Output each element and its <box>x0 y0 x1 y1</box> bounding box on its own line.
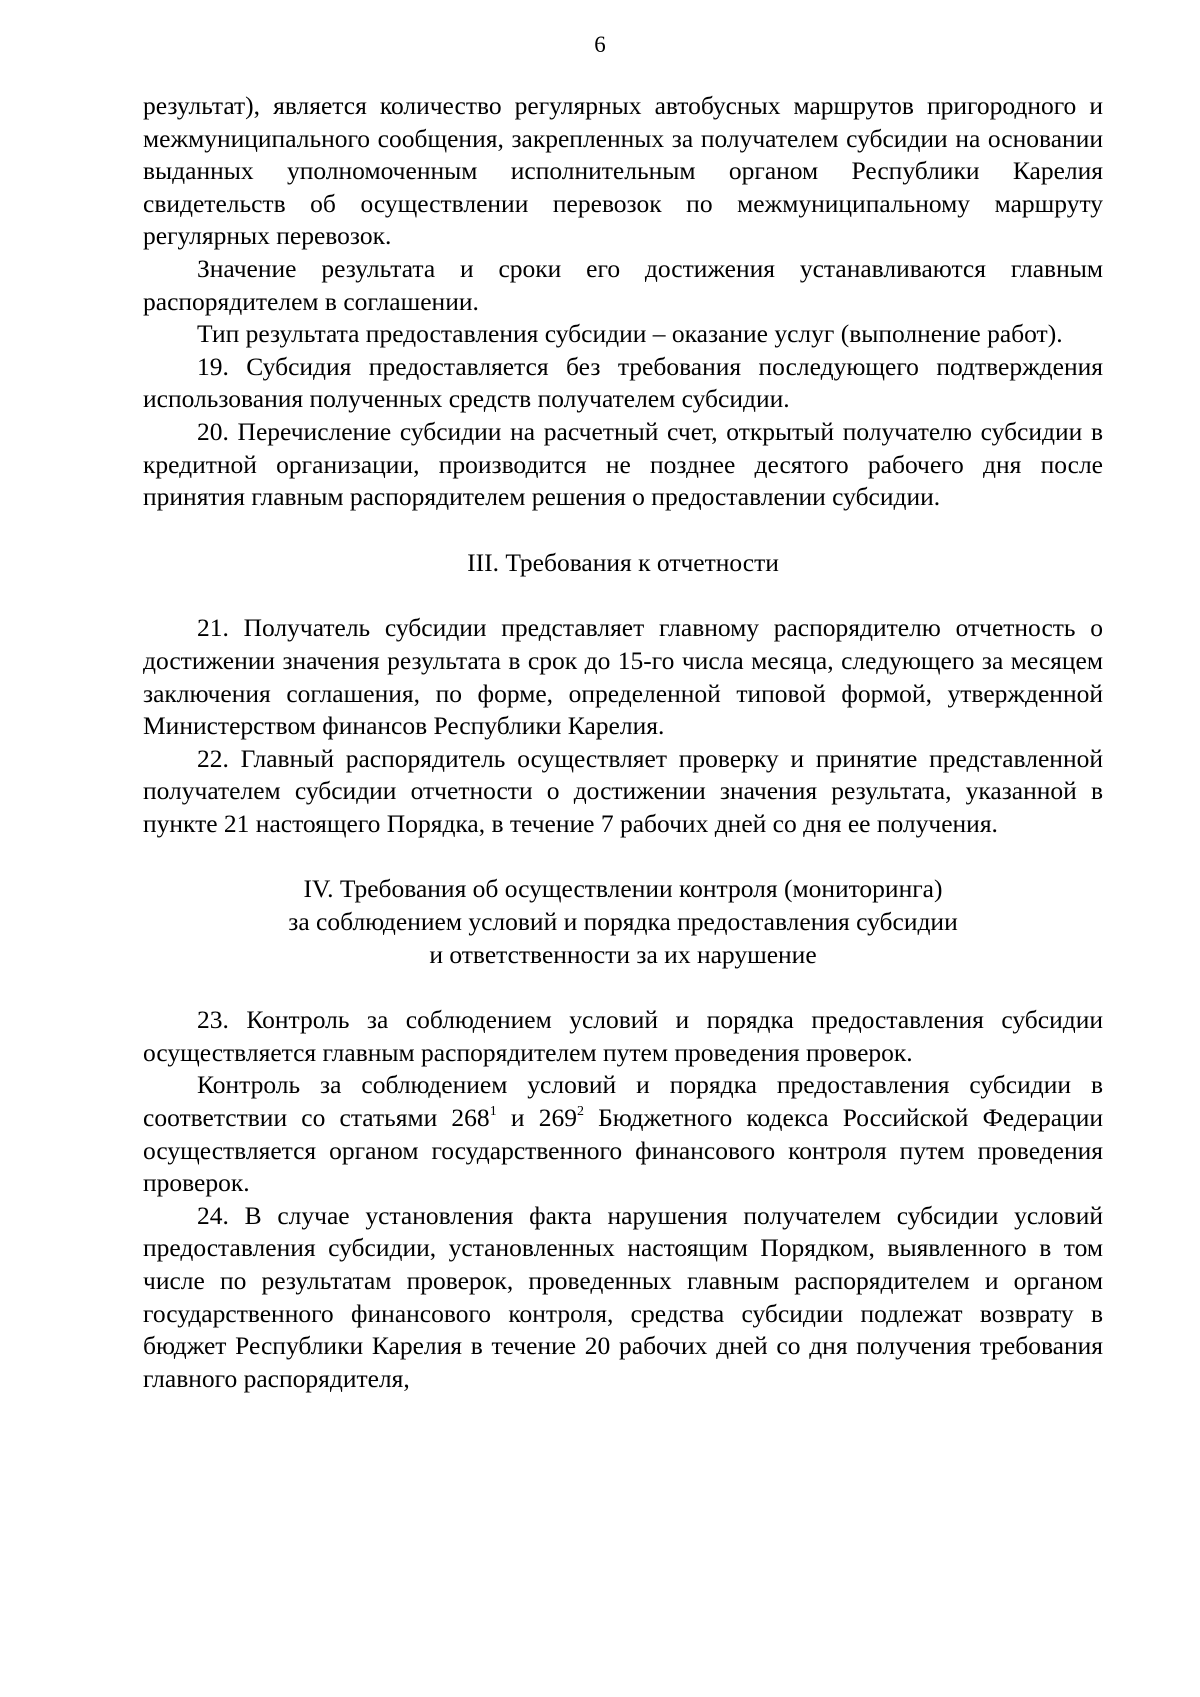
paragraph-24: 24. В случае установления факта нарушения получателем субсидии условий предоставления субсидии, установленных настоящим Порядком, выявленного в том числе по результатам проверок, проведенных главным распорядителем и органом государственного финансового контроля, средства субсидии подлежат возврату в бюджет Республики Карелия в течение 20 рабочих дней со дня получения требования главного распорядителя, <box>143 1200 1103 1393</box>
paragraph-control-text-3: Бюджетного кодекса Российской Федерации осуществляется органом государственного финансового контроля путем проведения проверок. <box>143 1103 1103 1198</box>
section-4-heading-line-3: и ответственности за их нарушение <box>429 939 817 969</box>
article-268-superscript: 1 <box>489 1104 497 1120</box>
paragraph-20: 20. Перечисление субсидии на расчетный счет, открытый получателю субсидии в кредитной организации, производится не позднее десятого рабочего дня после принятия главным распорядителем решения о предоставлении субсидии. <box>143 416 1103 512</box>
section-3-heading: III. Требования к отчетности <box>467 547 779 577</box>
paragraph-control-text-1: Контроль за соблюдением условий и порядка предоставления субсидии в соответствии со статьями 268 <box>143 1070 1103 1133</box>
paragraph-23: 23. Контроль за соблюдением условий и порядка предоставления субсидии осуществляется главным распорядителем путем проведения проверок. <box>143 1005 1103 1067</box>
paragraph-result-value: Значение результата и сроки его достижения устанавливаются главным распорядителем в соглашении. <box>143 253 1103 316</box>
paragraph-result-continuation: результат), является количество регулярных автобусных маршрутов пригородного и межмуниципального сообщения, закрепленных за получателем субсидии на основании выданных уполномоченным исполнительным органом Республики Карелия свидетельств об осуществлении перевозок по межмуниципальному маршруту регулярных перевозок. <box>143 91 1103 251</box>
page-number: 6 <box>594 32 606 57</box>
article-269-superscript: 2 <box>576 1104 584 1120</box>
paragraph-19: 19. Субсидия предоставляется без требования последующего подтверждения использования полученных средств получателем субсидии. <box>143 351 1103 414</box>
section-4-heading-line-1: IV. Требования об осуществлении контроля (мониторинга) <box>303 874 943 904</box>
spacer <box>143 840 1103 873</box>
document-body <box>143 90 1103 1395</box>
paragraph-22: 22. Главный распорядитель осуществляет проверку и принятие представленной получателем субсидии отчетности о достижении значения результата, указанной в пункте 21 настоящего Порядка, в течение 7 рабочих дней со дня ее получения. <box>143 743 1103 838</box>
spacer <box>143 971 1103 1004</box>
section-4-heading-line-2: за соблюдением условий и порядка предоставления субсидии <box>288 907 958 937</box>
paragraph-result-type: Тип результата предоставления субсидии – оказание услуг (выполнение работ). <box>197 319 1063 349</box>
paragraph-21: 21. Получатель субсидии представляет главному распорядителю отчетность о достижении значения результата в срок до 15-го числа месяца, следующего за месяцем заключения соглашения, по форме, определенной типовой формой, утвержденной Министерством финансов Республики Карелия. <box>143 613 1103 741</box>
spacer <box>143 579 1103 612</box>
paragraph-control-text-2: и 269 <box>496 1103 577 1133</box>
spacer <box>143 514 1103 547</box>
paragraph-control <box>143 1069 1103 1199</box>
